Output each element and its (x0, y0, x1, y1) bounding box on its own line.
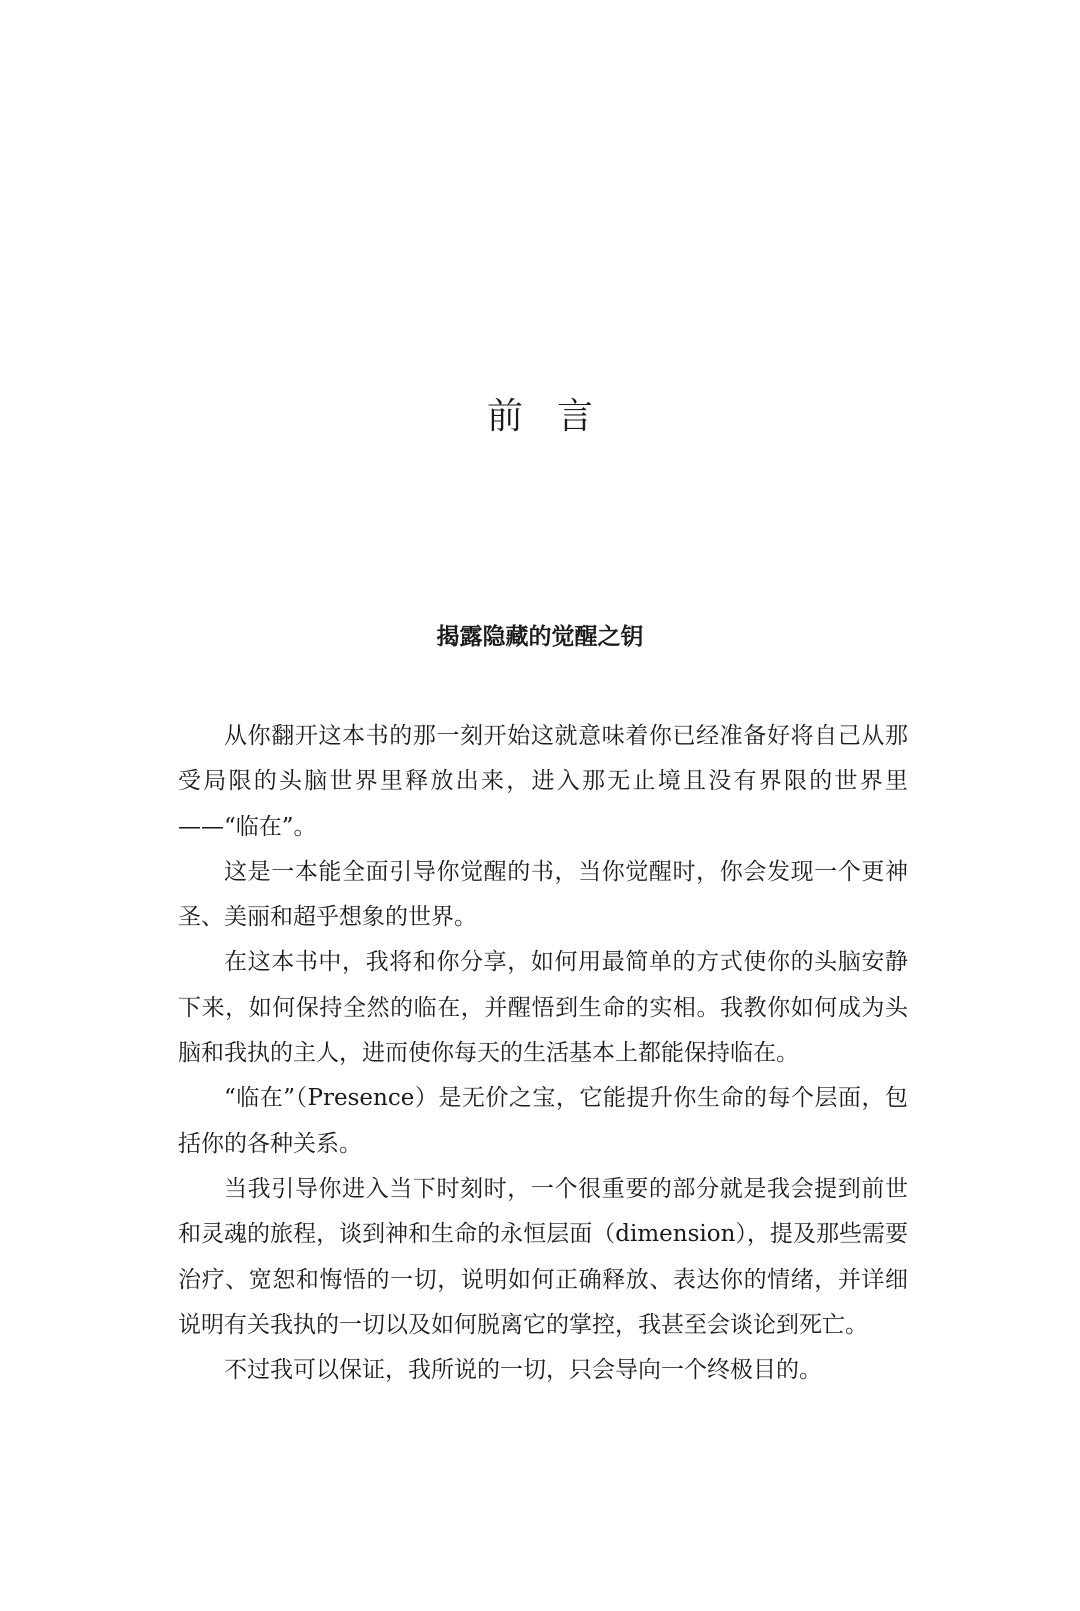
paragraph: 从你翻开这本书的那一刻开始这就意味着你已经准备好将自己从那受局限的头脑世界里释放出来，进入那无止境且没有界限的世界里——“临在”。 (178, 723, 908, 840)
paragraph: 这是一本能全面引导你觉醒的书，当你觉醒时，你会发现一个更神圣、美丽和超乎想象的世界。 (178, 858, 908, 931)
body-text (178, 714, 908, 1393)
paragraph: 在这本书中，我将和你分享，如何用最简单的方式使你的头脑安静下来，如何保持全然的临在，并醒悟到生命的实相。我教你如何成为头脑和我执的主人，进而使你每天的生活基本上都能保持临在。 (178, 949, 908, 1067)
paragraph: “临在”（Presence）是无价之宝，它能提升你生命的每个层面，包括你的各种关系。 (178, 1085, 908, 1157)
section-title: 揭露隐藏的觉醒之钥 (436, 624, 644, 650)
paragraph: 不过我可以保证，我所说的一切，只会导向一个终极目的。 (224, 1357, 822, 1384)
paragraph: 当我引导你进入当下时刻时，一个很重要的部分就是我会提到前世和灵魂的旅程，谈到神和生命的永恒层面（dimension），提及那些需要治疗、宽恕和悔悟的一切，说明如何正确释放、表达你的情绪，并详细说明有关我执的一切以及如何脱离它的掌控，我甚至会谈论到死亡。 (178, 1175, 908, 1338)
chapter-title: 前言 (486, 396, 627, 437)
